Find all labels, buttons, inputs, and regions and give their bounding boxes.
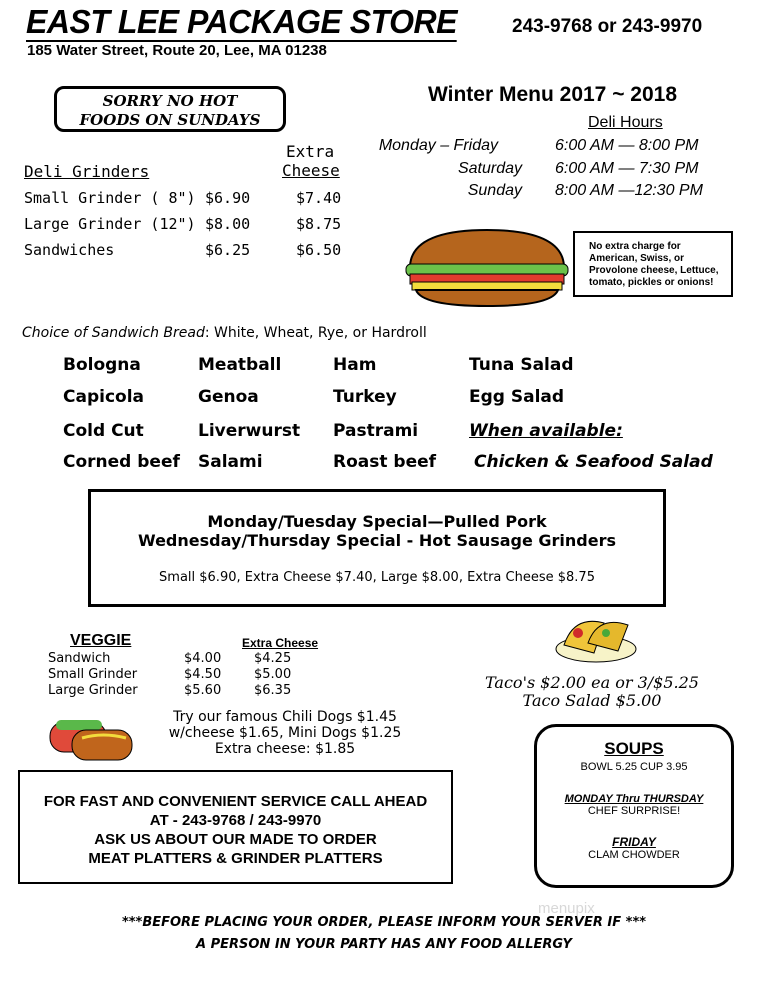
meat-option: Ham: [333, 355, 377, 375]
call-ahead-line: ASK US ABOUT OUR MADE TO ORDER: [94, 831, 377, 848]
chili-line: w/cheese $1.65, Mini Dogs $1.25: [168, 725, 402, 741]
store-name: EAST LEE PACKAGE STORE: [26, 3, 458, 40]
meat-option: Chicken & Seafood Salad: [474, 452, 713, 472]
specials-box: [88, 489, 666, 607]
soups-title: SOUPS: [604, 739, 664, 758]
bread-choice: [22, 325, 427, 341]
notice-line: FOODS ON SUNDAYS: [79, 111, 261, 129]
grinder-price: $6.25: [205, 241, 251, 259]
meat-option: Meatball: [198, 355, 282, 375]
special-line: Wednesday/Thursday Special - Hot Sausage Grinders: [137, 531, 617, 550]
special-line: Monday/Tuesday Special—Pulled Pork: [207, 512, 547, 531]
grinder-extra: $7.40: [296, 189, 342, 207]
veggie-name: Small Grinder: [48, 667, 138, 682]
extra-label: Extra: [286, 142, 335, 161]
call-ahead-line: AT - 243-9768 / 243-9970: [149, 812, 322, 829]
meat-option: Capicola: [63, 387, 144, 407]
hot-dog-illustration: [48, 716, 136, 764]
call-ahead-banner: [18, 770, 453, 884]
chili-dogs: [160, 709, 410, 757]
veggie-price: $5.60: [184, 683, 222, 698]
notice-line: SORRY NO HOT: [102, 92, 238, 110]
meat-option: Bologna: [63, 355, 141, 375]
deli-hours-title: Deli Hours: [588, 114, 663, 131]
sub-sandwich-illustration: [402, 226, 572, 308]
bread-label: Choice of Sandwich Bread: [22, 325, 205, 341]
cheese-label: Cheese: [282, 161, 340, 180]
allergy-notice-line: ***BEFORE PLACING YOUR ORDER, PLEASE INFORM YOUR SERVER IF ***: [121, 915, 647, 930]
meat-option: Roast beef: [333, 452, 437, 472]
call-ahead-line: MEAT PLATTERS & GRINDER PLATTERS: [88, 850, 383, 867]
cheese-note: No extra charge for American, Swiss, or Provolone cheese, Lettuce, tomato, pickles or onions!: [573, 231, 733, 297]
bread-options: : White, Wheat, Rye, or Hardroll: [204, 325, 427, 341]
hours-time: 6:00 AM — 7:30 PM: [555, 160, 699, 177]
grinder-price: $6.90: [205, 189, 251, 207]
chili-line: Try our famous Chili Dogs $1.45: [173, 709, 397, 725]
soup-name: CHEF SURPRISE!: [587, 805, 681, 817]
hours-day: Saturday: [457, 160, 522, 177]
soup-name: CLAM CHOWDER: [588, 849, 680, 861]
grinder-name: Sandwiches: [24, 241, 115, 259]
address: 185 Water Street, Route 20, Lee, MA 01238: [27, 42, 327, 59]
grinder-extra: $8.75: [296, 215, 342, 233]
veggie-name: Sandwich: [48, 651, 111, 666]
meat-option: Genoa: [198, 387, 259, 407]
soups-box: [534, 724, 734, 888]
menu-title: Winter Menu 2017 ~ 2018: [428, 83, 678, 106]
veggie-extra: $4.25: [254, 651, 292, 666]
meat-option: Liverwurst: [198, 421, 301, 441]
hours-day: Monday – Friday: [378, 137, 498, 154]
meat-option: Tuna Salad: [469, 355, 574, 375]
call-ahead-line: FOR FAST AND CONVENIENT SERVICE CALL AHEAD: [43, 793, 428, 810]
taco-line: Taco Salad $5.00: [522, 691, 662, 710]
taco-prices: [474, 674, 710, 710]
veggie-extra: $5.00: [254, 667, 292, 682]
phone-numbers: 243-9768 or 243-9970: [512, 16, 703, 37]
watermark: menupix: [538, 900, 595, 917]
veggie-extra: $6.35: [254, 683, 292, 698]
meat-option: Salami: [198, 452, 263, 472]
hours-time: 6:00 AM — 8:00 PM: [555, 137, 699, 154]
hours-day: Sunday: [467, 182, 522, 199]
chili-line: Extra cheese: $1.85: [214, 741, 356, 757]
grinder-name: Small Grinder ( 8"): [24, 189, 196, 207]
soup-prices: BOWL 5.25 CUP 3.95: [580, 761, 688, 773]
meat-option: Cold Cut: [63, 421, 144, 441]
taco-line: Taco's $2.00 ea or 3/$5.25: [485, 673, 699, 692]
meat-option: Corned beef: [63, 452, 180, 472]
veggie-name: Large Grinder: [48, 683, 138, 698]
meat-option: Turkey: [333, 387, 397, 407]
meat-option: Pastrami: [333, 421, 419, 441]
soup-day: FRIDAY: [612, 835, 656, 849]
veggie-title: VEGGIE: [70, 632, 132, 649]
grinder-extra: $6.50: [296, 241, 342, 259]
grinders-title: Deli Grinders: [24, 162, 150, 181]
allergy-notice-line: A PERSON IN YOUR PARTY HAS ANY FOOD ALLERGY: [196, 937, 572, 952]
meat-option: When available:: [469, 421, 623, 441]
veggie-price: $4.00: [184, 651, 222, 666]
taco-illustration: [554, 615, 638, 663]
soup-day: MONDAY Thru THURSDAY: [564, 793, 704, 805]
veggie-extra-label: Extra Cheese: [242, 636, 319, 650]
meat-option: Egg Salad: [469, 387, 565, 407]
veggie-price: $4.50: [184, 667, 222, 682]
grinder-price: $8.00: [205, 215, 251, 233]
grinder-name: Large Grinder (12"): [24, 215, 196, 233]
special-prices: Small $6.90, Extra Cheese $7.40, Large $8.00, Extra Cheese $8.75: [159, 570, 595, 585]
no-hot-food-notice: [54, 86, 286, 132]
hours-time: 8:00 AM —12:30 PM: [555, 182, 703, 199]
